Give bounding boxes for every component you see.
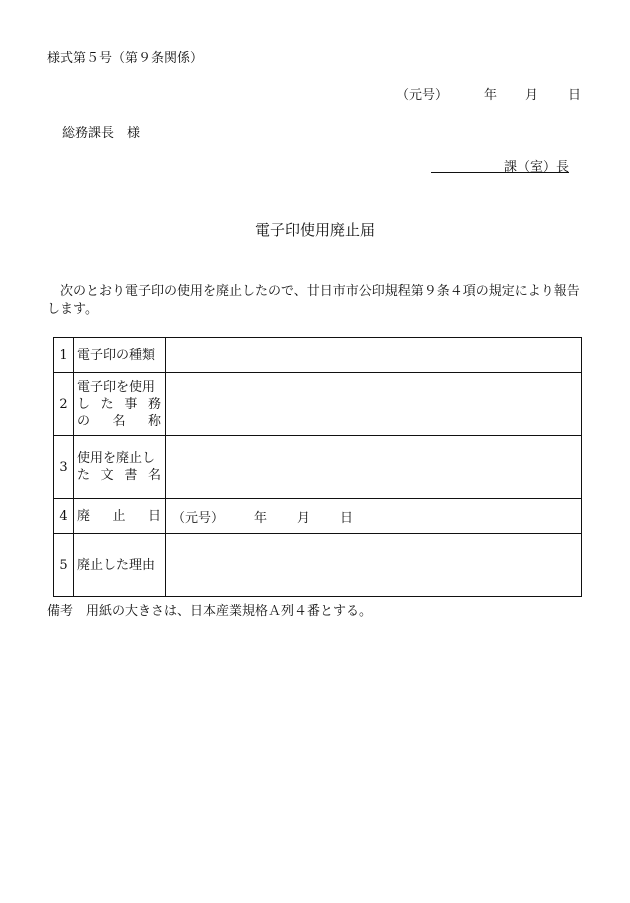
date-era: （元号）	[172, 510, 225, 526]
label-line: 使用を廃止し	[77, 451, 156, 466]
table-row	[54, 373, 582, 436]
date-day: 日	[340, 510, 354, 526]
document-title: 電子印使用廃止届	[254, 221, 375, 239]
row-number: 5	[54, 534, 74, 597]
addressee: 総務課長 様	[62, 126, 141, 141]
signature-line[interactable]	[431, 152, 569, 173]
body-text: 次のとおり電子印の使用を廃止したので、廿日市市公印規程第９条４項の規定により報告します。	[47, 284, 580, 317]
abolition-date-field[interactable]	[166, 499, 582, 534]
label-line: 廃止した理由	[77, 557, 156, 573]
row-label	[74, 499, 166, 534]
label-line: た 文 書 名	[77, 468, 161, 483]
label-line: の 名 称	[77, 413, 161, 429]
date-month: 月	[525, 88, 539, 103]
label-line: 電子印の種類	[77, 347, 156, 363]
row-label	[74, 338, 166, 373]
table-row	[54, 534, 582, 597]
table-row	[54, 436, 582, 499]
form-number: 様式第５号（第９条関係）	[47, 51, 204, 66]
document-name-field[interactable]	[166, 436, 582, 499]
date-month: 月	[297, 510, 311, 526]
row-number: 3	[54, 436, 74, 499]
row-number: 1	[54, 338, 74, 373]
date-year: 年	[254, 510, 268, 526]
row-label	[74, 534, 166, 597]
date-day: 日	[568, 88, 582, 103]
row-label	[74, 373, 166, 436]
office-name-field[interactable]	[166, 373, 582, 436]
label-line: 廃 止 日	[77, 508, 161, 524]
table-row	[54, 499, 582, 534]
submission-date	[396, 84, 581, 103]
seal-type-field[interactable]	[166, 338, 582, 373]
note: 備考 用紙の大きさは、日本産業規格Ａ列４番とする。	[47, 604, 373, 619]
row-number: 4	[54, 499, 74, 534]
reason-field[interactable]	[166, 534, 582, 597]
row-label	[74, 436, 166, 499]
signature-label: 課（室）長	[503, 160, 569, 175]
row-number: 2	[54, 373, 74, 436]
report-table	[53, 337, 582, 597]
table-row	[54, 338, 582, 373]
date-year: 年	[484, 88, 498, 103]
label-line: し た 事 務	[77, 396, 161, 412]
date-era: （元号）	[396, 88, 449, 103]
label-line: 電子印を使用	[77, 379, 156, 395]
